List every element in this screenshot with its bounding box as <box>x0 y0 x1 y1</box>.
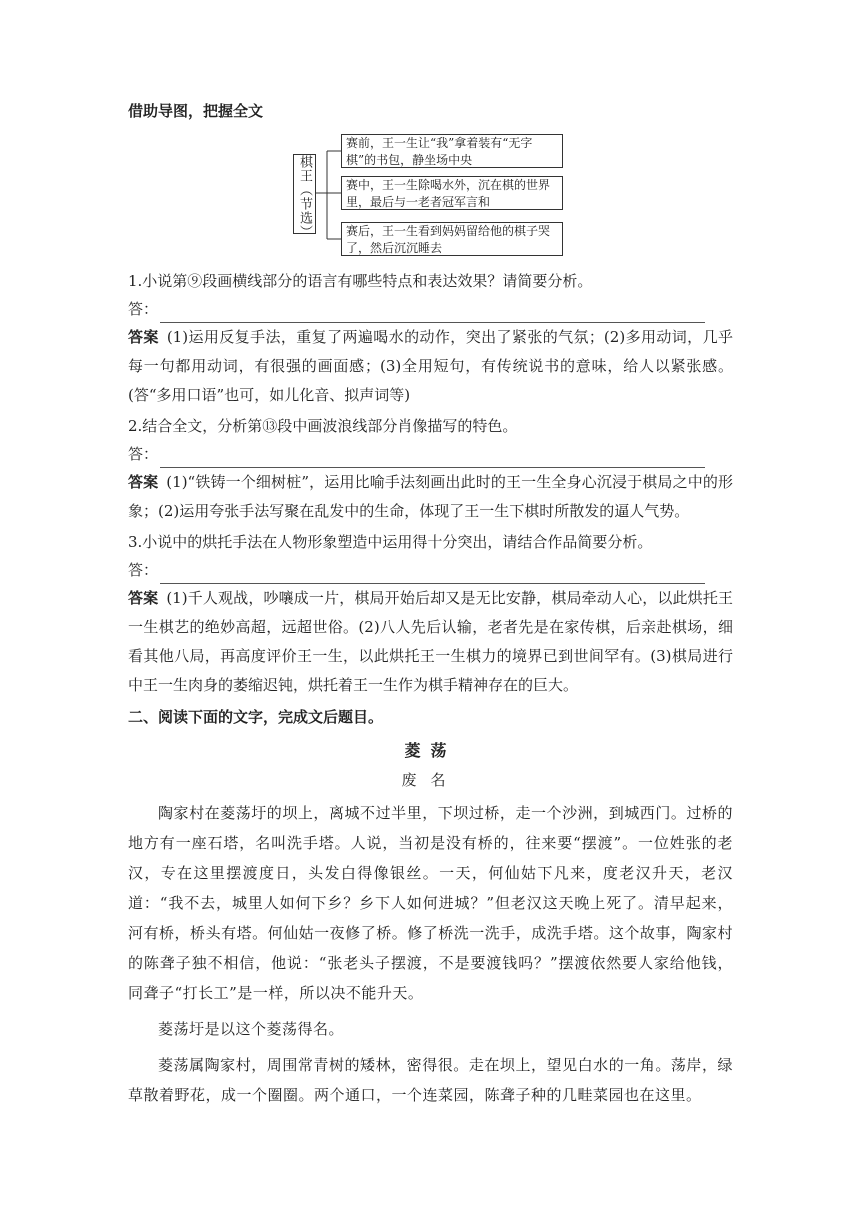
answer-text: (1)千人观战，吵嚷成一片，棋局开始后却又是无比安静，棋局牵动人心，以此烘托王一生棋艺的绝妙高超，远超世俗。(2)八人先后认输，老者先是在家传棋，后亲赴棋场，细看其他八局，再高度评价王一生，以此烘托王一生棋力的境界已到世间罕有。(3)棋局进行中王一生肉身的萎缩迟钝，烘托着王一生作为棋手精神存在的巨大。 <box>128 589 733 694</box>
answer-blank <box>160 449 705 468</box>
answer-tag: 答案 <box>128 589 159 607</box>
answer-prefix: 答： <box>128 300 159 318</box>
answer-line-1 <box>128 295 733 323</box>
answer-text: (1)运用反复手法，重复了两遍喝水的动作，突出了紧张的气氛；(2)多用动词，几乎每一句都用动词，有很强的画面感；(3)全用短句，有传统说书的意味，给人以紧张感。(答“多用口语”也可，如儿化音、拟声词等) <box>128 328 733 404</box>
answer-line-2 <box>128 440 733 468</box>
answer-line-3 <box>128 556 733 584</box>
answer-text: (1)“铁铸一个细树桩”，运用比喻手法刻画出此时的王一生全身心沉浸于棋局之中的形象；(2)运用夸张手法写聚在乱发中的生命，体现了王一生下棋时所散发的逼人气势。 <box>128 473 733 520</box>
mind-map-root: 棋王（节选） <box>293 154 316 234</box>
article-title: 菱荡 <box>404 741 457 760</box>
answer-3 <box>128 584 733 700</box>
article-author: 废名 <box>401 771 460 789</box>
article-paragraph: 菱荡圩是以这个菱荡得名。 <box>158 1020 345 1038</box>
answer-blank <box>160 304 705 323</box>
question-3: 3.小说中的烘托手法在人物形象塑造中运用得十分突出，请结合作品简要分析。 <box>128 533 653 551</box>
mind-map <box>293 131 733 261</box>
answer-prefix: 答： <box>128 445 159 463</box>
answer-tag: 答案 <box>128 328 159 346</box>
mind-map-branch-after: 赛后，王一生看到妈妈留给他的棋子哭了，然后沉沉睡去 <box>341 222 563 256</box>
mind-map-branch-before: 赛前，王一生让“我”拿着装有“无字棋”的书包，静坐场中央 <box>341 134 563 168</box>
answer-tag: 答案 <box>128 473 159 491</box>
section-title: 借助导图，把握全文 <box>128 102 264 120</box>
answer-prefix: 答： <box>128 561 159 579</box>
answer-2 <box>128 468 733 526</box>
mind-map-connectors <box>315 131 343 261</box>
question-1: 1.小说第⑨段画横线部分的语言有哪些特点和表达效果？请简要分析。 <box>128 272 593 290</box>
question-2: 2.结合全文，分析第⑬段中画波浪线部分肖像描写的特色。 <box>128 417 518 435</box>
section-2-heading: 二、阅读下面的文字，完成文后题目。 <box>128 708 384 726</box>
answer-blank <box>160 565 705 584</box>
mind-map-branch-during: 赛中，王一生除喝水外，沉在棋的世界里，最后与一老者冠军言和 <box>341 176 563 210</box>
answer-1 <box>128 323 733 410</box>
article-paragraph: 陶家村在菱荡圩的坝上，离城不过半里，下坝过桥，走一个沙洲，到城西门。过桥的地方有一座石塔，名叫洗手塔。人说，当初是没有桥的，往来要“摆渡”。一位姓张的老汉，专在这里摆渡度日，头发白得像银丝。一天，何仙姑下凡来，度老汉升天，老汉道：“我不去，城里人如何下乡？乡下人如何进城？”但老汉这天晚上死了。清早起来，河有桥，桥头有塔。何仙姑一夜修了桥。修了桥洗一洗手，成洗手塔。这个故事，陶家村的陈聋子独不相信，他说：“张老头子摆渡，不是要渡钱吗？”摆渡依然要人家给他钱，同聋子“打长工”是一样，所以决不能升天。 <box>128 804 733 1002</box>
article-paragraph: 菱荡属陶家村，周围常青树的矮林，密得很。走在坝上，望见白水的一角。荡岸，绿草散着野花，成一个圈圈。两个通口，一个连菜园，陈聋子种的几畦菜园也在这里。 <box>128 1056 733 1104</box>
page-content <box>128 100 733 1116</box>
